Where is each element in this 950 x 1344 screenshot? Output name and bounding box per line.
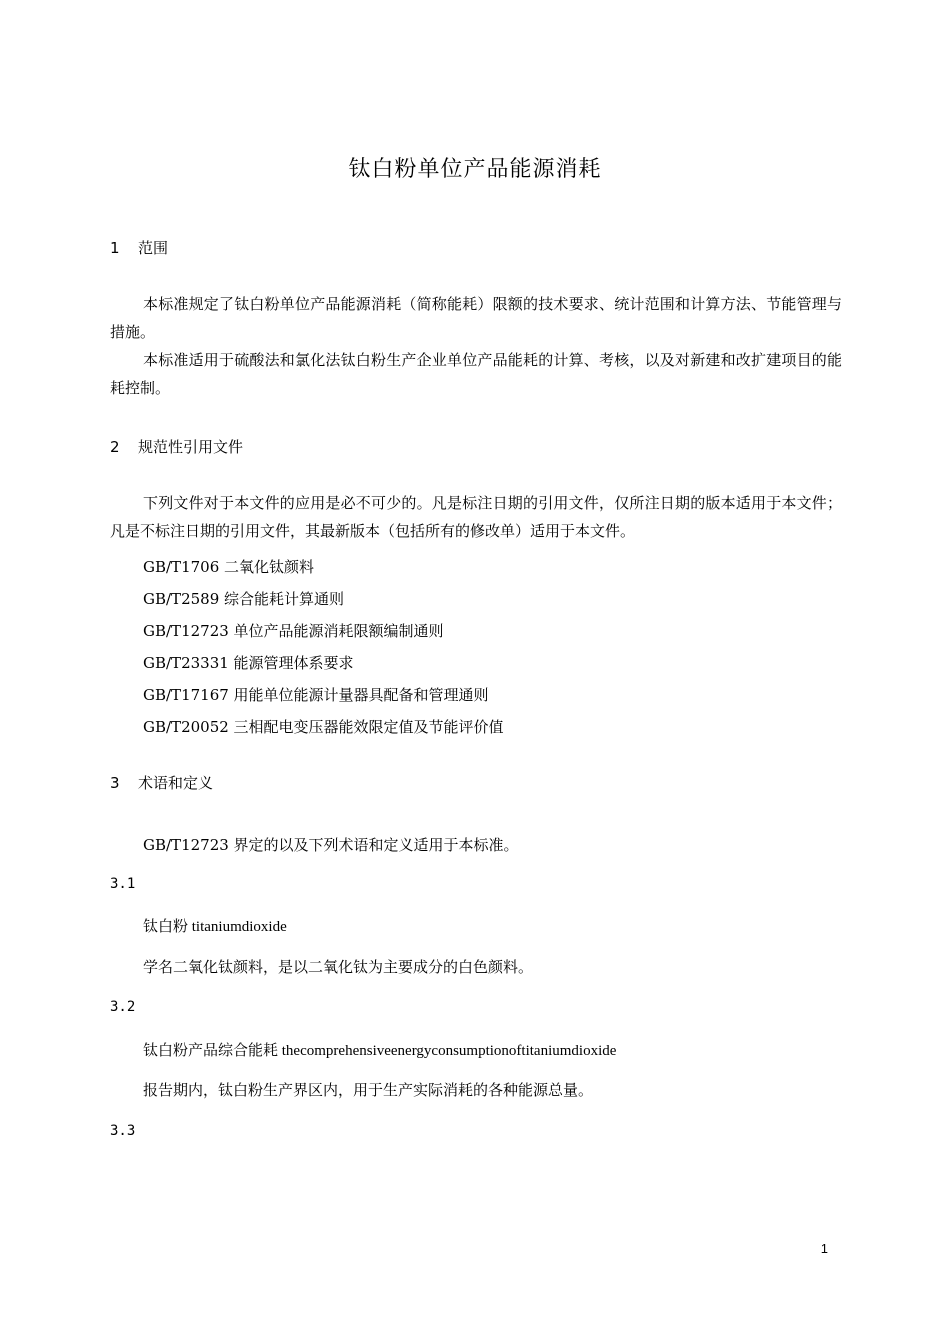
document-title: 钛白粉单位产品能源消耗 bbox=[348, 157, 602, 182]
term-english: thecomprehensiveenergyconsumptionoftitaniumdioxide bbox=[281, 1043, 617, 1059]
clause-number: 3.3 bbox=[110, 1123, 136, 1139]
section-heading-scope bbox=[110, 238, 168, 258]
terms-intro: GB/T12723 界定的以及下列术语和定义适用于本标准。 bbox=[143, 836, 519, 854]
reference-item: GB/T20052 三相配电变压器能效限定值及节能评价值 bbox=[143, 718, 504, 736]
term-chinese: 钛白粉产品综合能耗 bbox=[143, 1041, 279, 1059]
term-entry bbox=[143, 1040, 616, 1061]
section-title: 范围 bbox=[138, 239, 169, 257]
clause-number: 3.2 bbox=[110, 999, 136, 1015]
references-intro-paragraph: 下列文件对于本文件的应用是必不可少的。凡是标注日期的引用文件，仅所注日期的版本适用于本文件；凡是不标注日期的引用文件，其最新版本（包括所有的修改单）适用于本文件。 bbox=[110, 494, 842, 540]
section-title: 规范性引用文件 bbox=[138, 438, 244, 456]
term-entry bbox=[143, 916, 287, 937]
section-number: 2 bbox=[110, 438, 120, 456]
reference-item: GB/T23331 能源管理体系要求 bbox=[143, 654, 354, 672]
reference-item: GB/T2589 综合能耗计算通则 bbox=[143, 590, 345, 608]
term-definition: 报告期内，钛白粉生产界区内，用于生产实际消耗的各种能源总量。 bbox=[143, 1081, 594, 1099]
page-number: 1 bbox=[820, 1241, 828, 1256]
scope-paragraph-1: 本标准规定了钛白粉单位产品能源消耗（简称能耗）限额的技术要求、统计范围和计算方法、节能管理与措施。 bbox=[110, 295, 842, 341]
section-number: 1 bbox=[110, 239, 120, 257]
clause-number: 3.1 bbox=[110, 876, 136, 892]
term-definition: 学名二氧化钛颜料，是以二氧化钛为主要成分的白色颜料。 bbox=[143, 958, 534, 976]
reference-item: GB/T1706 二氧化钛颜料 bbox=[143, 558, 315, 576]
section-heading-normative-references bbox=[110, 437, 243, 457]
reference-item: GB/T17167 用能单位能源计量器具配备和管理通则 bbox=[143, 686, 489, 704]
term-english: titaniumdioxide bbox=[191, 919, 287, 935]
section-heading-terms-and-definitions bbox=[110, 773, 213, 793]
section-number: 3 bbox=[110, 774, 120, 792]
section-title: 术语和定义 bbox=[138, 774, 214, 792]
reference-item: GB/T12723 单位产品能源消耗限额编制通则 bbox=[143, 622, 444, 640]
term-chinese: 钛白粉 bbox=[143, 917, 189, 935]
scope-paragraph-2: 本标准适用于硫酸法和氯化法钛白粉生产企业单位产品能耗的计算、考核，以及对新建和改扩建项目的能耗控制。 bbox=[110, 351, 842, 397]
